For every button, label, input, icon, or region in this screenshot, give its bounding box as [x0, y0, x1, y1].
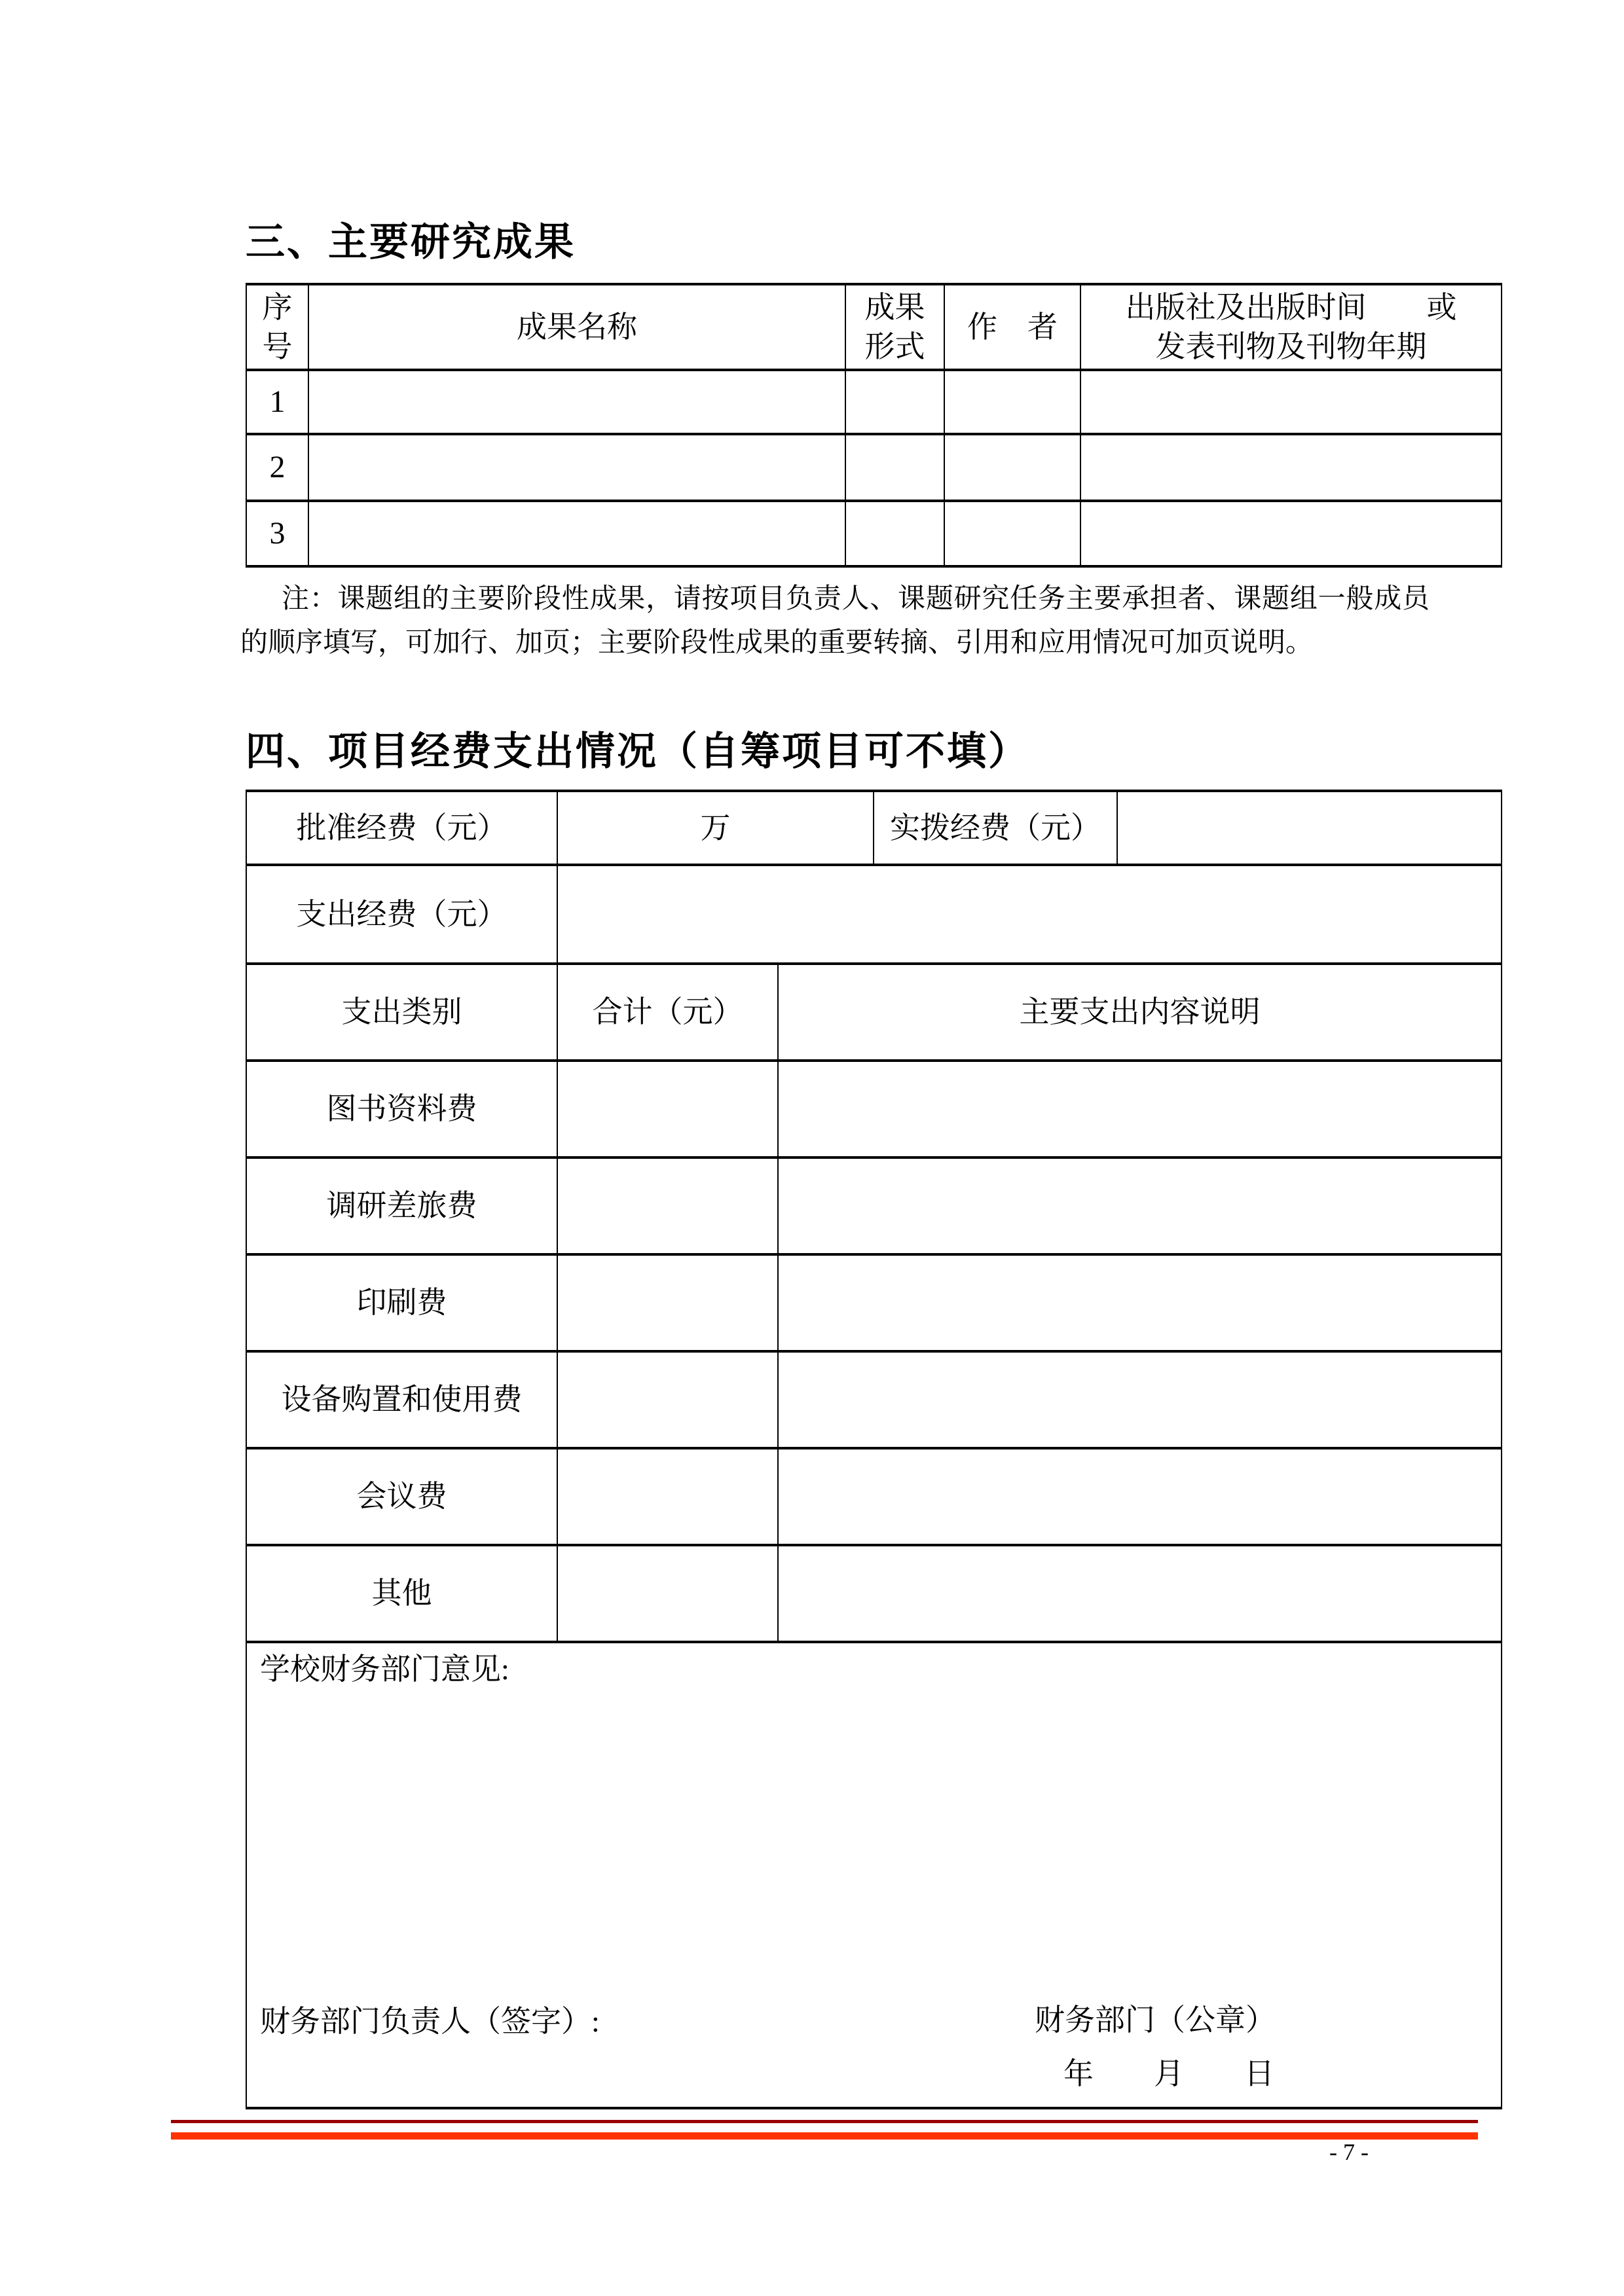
results-row-1-name-cell	[308, 370, 845, 434]
category-total-other	[557, 1545, 778, 1642]
finance-opinion-cell	[246, 1642, 1502, 2108]
results-table	[246, 283, 1502, 568]
category-header: 支出类别	[246, 964, 557, 1061]
results-row-3-form-cell	[845, 501, 944, 566]
results-row-3-author-cell	[944, 501, 1080, 566]
results-header-name: 成果名称	[308, 284, 845, 370]
results-header-form-line1: 成果	[864, 290, 925, 324]
footer-rule-dark-red	[171, 2120, 1478, 2123]
category-total-printing	[557, 1254, 778, 1351]
allocated-funds-label: 实拨经费（元）	[874, 791, 1117, 865]
results-header-index-line1: 序	[262, 290, 293, 324]
results-row-2-index: 2	[246, 434, 308, 501]
page-number: - 7 -	[1329, 2139, 1369, 2165]
budget-row-books	[246, 1061, 1502, 1157]
category-label-equipment: 设备购置和使用费	[246, 1351, 557, 1448]
category-label-meeting: 会议费	[246, 1448, 557, 1545]
results-header-publisher-line2: 发表刊物及刊物年期	[1155, 329, 1427, 363]
budget-row-travel	[246, 1157, 1502, 1254]
approved-funds-value: 万	[557, 791, 874, 865]
results-row-2-author-cell	[944, 434, 1080, 501]
description-header: 主要支出内容说明	[778, 964, 1502, 1061]
category-total-meeting	[557, 1448, 778, 1545]
finance-seal-label: 财务部门（公章）	[1035, 2003, 1276, 2037]
budget-row-equipment	[246, 1351, 1502, 1448]
category-label-books: 图书资料费	[246, 1061, 557, 1157]
results-header-publisher	[1080, 284, 1502, 370]
finance-opinion-label: 学校财务部门意见:	[260, 1652, 509, 1686]
results-row-2-name-cell	[308, 434, 845, 501]
category-desc-travel	[778, 1157, 1502, 1254]
budget-row-spent	[246, 865, 1502, 964]
results-row-3-index: 3	[246, 501, 308, 566]
category-total-equipment	[557, 1351, 778, 1448]
budget-row-printing	[246, 1254, 1502, 1351]
results-header-row	[246, 284, 1502, 370]
budget-row-meeting	[246, 1448, 1502, 1545]
results-row-1	[246, 370, 1502, 434]
category-desc-books	[778, 1061, 1502, 1157]
section4-title: 四、项目经费支出情况（自筹项目可不填）	[246, 729, 1029, 773]
results-row-1-form-cell	[845, 370, 944, 434]
category-desc-printing	[778, 1254, 1502, 1351]
results-header-form	[845, 284, 944, 370]
results-row-3-name-cell	[308, 501, 845, 566]
category-label-other: 其他	[246, 1545, 557, 1642]
category-total-books	[557, 1061, 778, 1157]
results-row-2-form-cell	[845, 434, 944, 501]
results-row-3	[246, 501, 1502, 566]
budget-table	[246, 790, 1502, 2109]
finance-date-label: 年 月 日	[1063, 2057, 1274, 2090]
category-desc-equipment	[778, 1351, 1502, 1448]
results-header-index-line2: 号	[262, 329, 293, 363]
allocated-funds-value	[1117, 791, 1502, 865]
category-desc-other	[778, 1545, 1502, 1642]
results-header-form-line2: 形式	[864, 329, 925, 363]
results-header-author: 作 者	[944, 284, 1080, 370]
category-total-travel	[557, 1157, 778, 1254]
footer-rule-orange-red	[171, 2132, 1478, 2140]
spent-funds-label: 支出经费（元）	[246, 865, 557, 964]
category-label-travel: 调研差旅费	[246, 1157, 557, 1254]
results-note-text: 注：课题组的主要阶段性成果，请按项目负责人、课题研究任务主要承担者、课题组一般成员的顺序填写，可加行、加页；主要阶段性成果的重要转摘、引用和应用情况可加页说明。	[240, 584, 1430, 658]
results-row-2	[246, 434, 1502, 501]
results-row-1-index: 1	[246, 370, 308, 434]
budget-row-approved	[246, 791, 1502, 865]
results-header-index	[246, 284, 308, 370]
budget-row-opinion	[246, 1642, 1502, 2108]
budget-header-row	[246, 964, 1502, 1061]
total-header: 合计（元）	[557, 964, 778, 1061]
category-label-printing: 印刷费	[246, 1254, 557, 1351]
results-header-publisher-line1: 出版社及出版时间 或	[1125, 290, 1457, 324]
results-row-1-author-cell	[944, 370, 1080, 434]
category-desc-meeting	[778, 1448, 1502, 1545]
finance-signer-label: 财务部门负责人（签字）:	[260, 2005, 600, 2038]
budget-row-other	[246, 1545, 1502, 1642]
results-row-2-publisher-cell	[1080, 434, 1502, 501]
results-row-1-publisher-cell	[1080, 370, 1502, 434]
results-row-3-publisher-cell	[1080, 501, 1502, 566]
approved-funds-label: 批准经费（元）	[246, 791, 557, 865]
spent-funds-value	[557, 865, 1502, 964]
section3-title: 三、主要研究成果	[246, 220, 576, 264]
